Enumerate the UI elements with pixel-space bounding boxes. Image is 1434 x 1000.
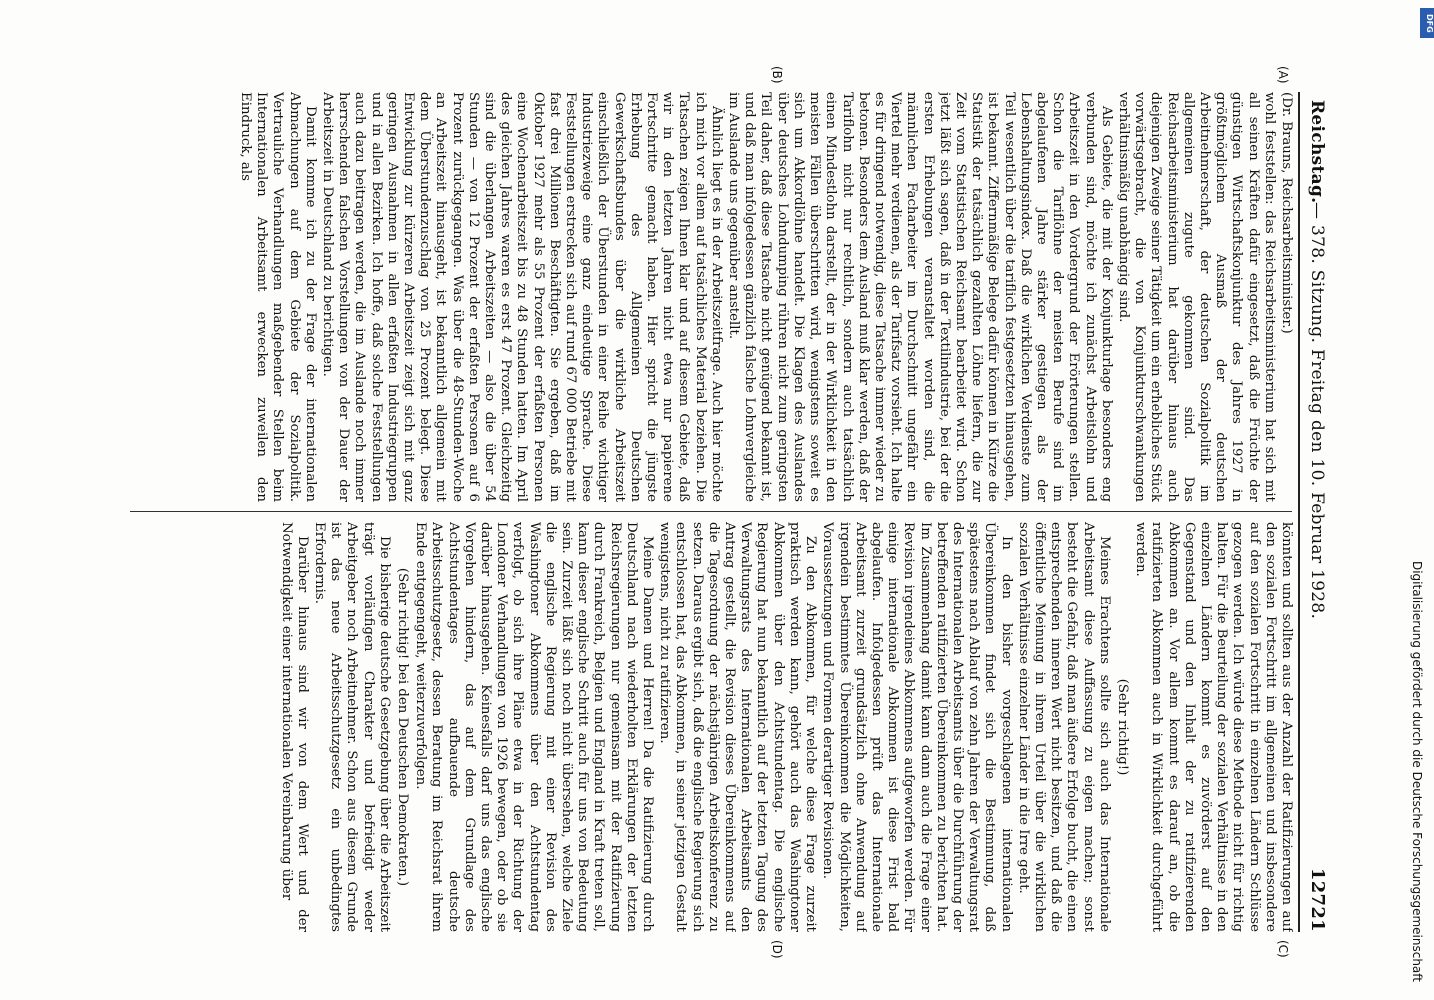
paragraph: Als Gebiete, die mit der Konjunkturlage besonders eng verbunden sind, möchte ich zunächst Arbeitslohn und Arbeitszeit in den Vordergrund der Erörterungen stellen. Schon die Tariflöhne der meisten Berufe sind im abgelaufenen Jahre stärker gestiegen als der Lebenshaltungsindex. Daß die wirklichen Verdienste zum Teil wesentlich über die tariflich festgesetzten hinausgehen, ist bekannt. Ziffernmäßige Belege dafür können in Kürze die Statistik der tatsächlich gezahlten Löhne liefern, die zur Zeit vom Statistischen Reichsamt bearbeitet wird. Schon jetzt läßt sich sagen, daß in der Textilindustrie, bei der die ersten Erhebungen veranstaltet worden sind, die männlichen Facharbeiter im Durchschnitt ungefähr ein Viertel mehr verdienen, als der Tarifsatz vorsieht. Ich halte es für dringend notwendig, diese Tatsache immer wieder zu betonen. Besonders dem Ausland muß klar werden, daß der Tariflohn nicht nur rechtlich, sondern auch tatsächlich einen Mindestlohn darstellt, der in der Wirklichkeit in den meisten Fällen überschritten wird, wenigstens soweit es sich um Akkordlöhne handelt. Die Klagen des Auslandes über deutsches Lohndumping rühren nicht zum geringsten Teil daher, daß diese Tatsache nicht genügend bekannt ist, und daß man infolgedessen gänzlich falsche Lohnvergleiche im Auslande uns gegenüber anstellt.: [726, 92, 1114, 502]
paragraph: Die bisherige deutsche Gesetzgebung über die Arbeitszeit trägt vorläufigen Charakter und befriedigt weder Arbeitgeber noch Arbeitnehmer. Schon aus diesem Grunde ist das neue Arbeitsschutzgesetz ein unbedingtes Erfordernis.: [312, 522, 392, 932]
header-rule: [1298, 92, 1300, 932]
paragraph: wohl feststellen: das Reichsarbeitsministerium hat sich mit all seinen Kräften dafür eingesetzt, daß die Früchte der günstigen Wirtschaftskonjunktur des Jahres 1927 in größtmöglichem Ausmaß der deutschen Arbeitnehmerschaft, der deutschen Sozialpolitik im allgemeinen zugute gekommen sind. Das Reichsarbeitsministerium hat darüber hinaus auch diejenigen Zweige seiner Tätigkeit um ein erhebliches Stück vorwärtsgebracht, die von Konjunkturschwankungen verhältnismäßig unabhängig sind.: [1115, 92, 1277, 502]
margin-mark-a: (A): [1276, 66, 1290, 84]
header-session: — 378. Sitzung. Freitag den 10. Februar 1928.: [1307, 202, 1327, 620]
paragraph: Zu den Abkommen, für welche diese Frage zurzeit praktisch werden kann, gehört auch das Washingtoner Abkommen über den Achtstundentag. Die englische Regierung hat nun bekanntlich auf der letzten Tagung des Verwaltungsrats des Internationalen Arbeitsamts den Antrag gestellt, die Revision dieses Übereinkommens auf die Tagesordnung der nächstjährigen Arbeitskonferenz zu setzen. Daraus ergibt sich, daß die englische Regierung sich entschlossen hat, das Abkommen, in seiner jetzigen Gestalt wenigstens, nicht zu ratifizieren.: [657, 522, 819, 932]
paragraph: Damit komme ich zu der Frage der internationalen Abmachungen auf dem Gebiete der Sozialpolitik. Vertrauliche Verhandlungen maßgebender Stellen beim Internationalen Arbeitsamt erwecken zuweilen den Eindruck, als: [238, 92, 318, 502]
paragraph: (Sehr richtig!): [1114, 678, 1130, 776]
paragraph: könnten und sollten aus der Anzahl der Ratifizierungen auf den sozialen Fortschritt im allgemeinen und insbesondere auf den sozialen Fortschritt in einzelnen Ländern Schlüsse gezogen werden. Ich würde diese Methode nicht für richtig halten. Für die Beurteilung der sozialen Verhältnisse in den einzelnen Ländern kommt es zuvörderst auf den Gegenstand und den Inhalt der zu ratifizierenden Abkommen an. Vor allem kommt es darauf an, ob die ratifizierten Abkommen auch in Wirklichkeit durchgeführt werden.: [1133, 522, 1294, 932]
column-divider: [130, 511, 1292, 512]
credit-text: Digitalisierung gefördert durch die Deutsche Forschungsgemeinschaft: [1410, 560, 1424, 982]
right-text-column: [126, 522, 1294, 932]
paragraph: Meines Erachtens sollte sich auch das Internationale Arbeitsamt diese Auffassung zu eigen machen; sonst besteht die Gefahr, daß man äußere Erfolge bucht, die einen entsprechenden inneren Wert nicht besitzen, und daß die öffentliche Meinung in ihrem Urteil über die wirklichen sozialen Verhältnisse einzelner Länder in die Irre geht.: [1015, 522, 1112, 932]
rotated-document-page: [120, 66, 1330, 959]
page-number: 12721: [1307, 867, 1328, 932]
paragraph: Meine Damen und Herren! Da die Ratifizierung durch Deutschland nach wiederholten Erklärungen der letzten Reichsregierungen nur gemeinsam mit der Ratifizierung durch Frankreich, Belgien und England in Kraft treten soll, kann dieser englische Schritt auch für uns von Bedeutung sein. Zurzeit läßt sich noch nicht übersehen, welche Ziele die englische Regierung mit einer Revision des Washingtoner Abkommens über den Achtstundentag verfolgt, ob sich ihre Pläne etwa in der Richtung der Londoner Verhandlungen von 1926 bewegen, oder ob sie darüber hinausgehen. Keinesfalls darf uns das englische Vorgehen hindern, das auf dem Grundlage des Achtstundentages aufbauende deutsche Arbeitsschutzgesetz, dessen Beratung im Reichsrat ihrem Ende entgegengeht, weiterzuverfolgen.: [413, 522, 656, 932]
dfg-logo: DFG: [1420, 8, 1434, 38]
paragraph: In den bisher vorgeschlagenen internationalen Übereinkommen findet sich die Bestimmung, daß spätestens nach Ablauf von zehn Jahren der Verwaltungsrat des Internationalen Arbeitsamts über die Durchführung der betreffenden ratifizierten Übereinkommen zu berichten hat. Im Zusammenhang damit kann dann auch die Frage einer Revision irgendeines Abkommens aufgeworfen werden. Für einige internationale Abkommen ist diese Frist bald abgelaufen. Infolgedessen prüft das Internationale Arbeitsamt zurzeit grundsätzlich ohne Anwendung auf irgendein bestimmtes Übereinkommen die Möglichkeiten, Voraussetzungen und Formen derartiger Revisionen.: [820, 522, 1014, 932]
paragraph: (Dr. Brauns, Reichsarbeitsminister.): [1279, 92, 1294, 334]
margin-mark-b: (B): [770, 66, 784, 84]
digitization-credit: [1403, 0, 1431, 1000]
margin-mark-d: (D): [770, 940, 784, 959]
paragraph: Ähnlich liegt es in der Arbeitszeitfrage. Auch hier möchte ich mich vor allem auf tatsächliches Material beziehen. Die Tatsachen zeigen Ihnen klar und auf diesem Gebiete, daß wir in den letzten Jahren nicht etwa nur papierene Fortschritte gemacht haben. Hier spricht die jüngste Erhebung des Allgemeinen Deutschen Gewerkschaftsbundes über die wirkliche Arbeitszeit einschließlich der Überstunden in einer Reihe wichtiger Industriezweige eine ganz eindeutige Sprache. Diese Feststellungen erstrecken sich auf rund 67 000 Betriebe mit fast drei Millionen Beschäftigten. Sie ergeben, daß im Oktober 1927 mehr als 55 Prozent der erfaßten Personen eine Wochenarbeitszeit bis zu 48 Stunden hatten. Im April des gleichen Jahres waren es erst 47 Prozent. Gleichzeitig sind die überlangen Arbeitszeiten — also die über 54 Stunden — von 12 Prozent der erfaßten Personen auf 6 Prozent zurückgegangen. Was über die 48-Stunden-Woche an Arbeitszeit hinausgeht, ist bekanntlich allgemein mit dem Überstundenzuschlag von 25 Prozent belegt. Diese Entwicklung zur kürzeren Arbeitszeit zeigt sich mit ganz geringen Ausnahmen in allen erfaßten Industriegruppen und in allen Bezirken. Ich hoffe, daß solche Feststellungen auch dazu beitragen werden, die im Auslande noch immer herrschenden falschen Vorstellungen von der Dauer der Arbeitszeit in Deutschland zu berichtigen.: [320, 92, 724, 502]
header-title: Reichstag.: [1307, 100, 1327, 204]
paragraph: Darüber hinaus sind wir von dem Wert und der Notwendigkeit einer internationalen Vereinbarung über: [278, 522, 310, 932]
margin-mark-c: (C): [1276, 940, 1290, 958]
page-header: [1304, 92, 1330, 932]
left-text-column: [126, 92, 1294, 502]
paragraph: (Sehr richtig! bei den Deutschen Demokraten.): [395, 567, 411, 887]
